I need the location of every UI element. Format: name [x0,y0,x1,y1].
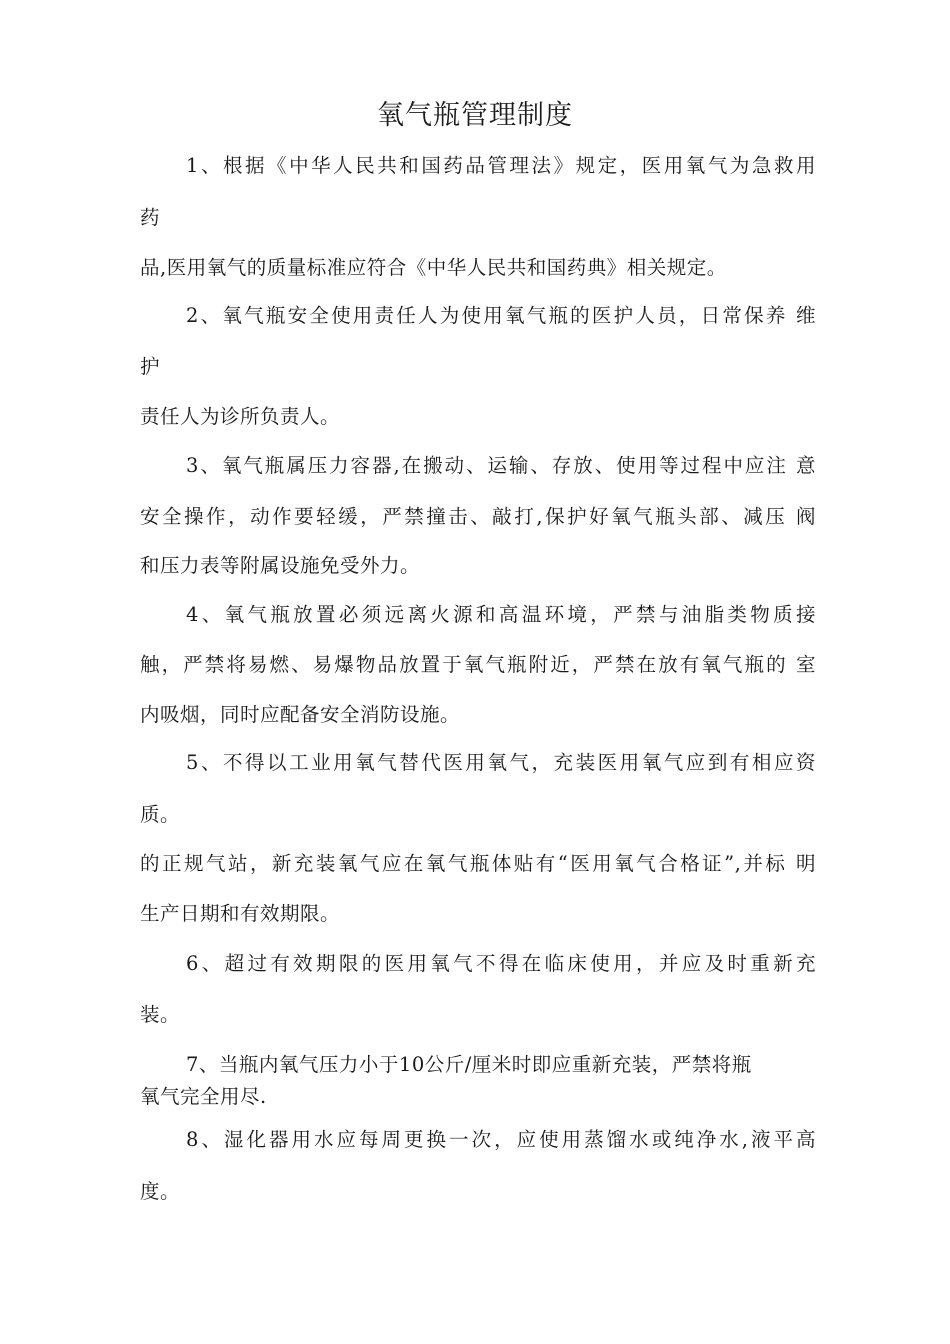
paragraph-8-line-2: 度。 [140,1180,181,1203]
paragraph-5-line-4: 生产日期和有效期限。 [140,902,341,925]
paragraph-2-line-2: 护 [140,355,161,378]
paragraph-3-line-3: 和压力表等附属设施免受外力。 [140,554,421,577]
paragraph-2-line-1: 2、氧气瓶安全使用责任人为使用氧气瓶的医护人员，日常保养 维 [186,304,816,327]
document-title: 氧气瓶管理制度 [377,100,573,131]
paragraph-7-line-1: 7、当瓶内氧气压力小于10公斤/厘米时即应重新充装，严禁将瓶 [186,1053,752,1076]
paragraph-1-line-2: 药 [140,206,161,229]
paragraph-5-line-1: 5、不得以工业用氧气替代医用氧气，充装医用氧气应到有相应资 [186,751,816,774]
paragraph-1-line-1: 1、根据《中华人民共和国药品管理法》规定，医用氧气为急救用 [186,154,816,177]
paragraph-4-line-2: 触，严禁将易燃、易爆物品放置于氧气瓶附近，严禁在放有氧气瓶的 室 [140,653,816,676]
paragraph-6-line-2: 装。 [140,1003,181,1026]
paragraph-2-line-3: 责任人为诊所负责人。 [140,405,341,428]
paragraph-7-line-2: 氧气完全用尽. [140,1085,267,1108]
paragraph-8-line-1: 8、湿化器用水应每周更换一次，应使用蒸馏水或纯净水,液平高 [186,1128,816,1151]
paragraph-5-line-3: 的正规气站，新充装氧气应在氧气瓶体贴有“医用氧气合格证”,并标 明 [140,852,816,875]
paragraph-6-line-1: 6、超过有效期限的医用氧气不得在临床使用，并应及时重新充 [186,952,816,975]
paragraph-3-line-1: 3、氧气瓶属压力容器,在搬动、运输、存放、使用等过程中应注 意 [186,454,816,477]
paragraph-5-line-2: 质。 [140,803,181,826]
paragraph-4-line-3: 内吸烟，同时应配备安全消防设施。 [140,703,461,726]
paragraph-3-line-2: 安全操作，动作要轻缓，严禁撞击、敲打,保护好氧气瓶头部、减压 阀 [140,505,816,528]
paragraph-1-line-3: 品,医用氧气的质量标准应符合《中华人民共和国药典》相关规定。 [140,256,727,279]
paragraph-4-line-1: 4、氧气瓶放置必须远离火源和高温环境，严禁与油脂类物质接 [186,603,816,626]
